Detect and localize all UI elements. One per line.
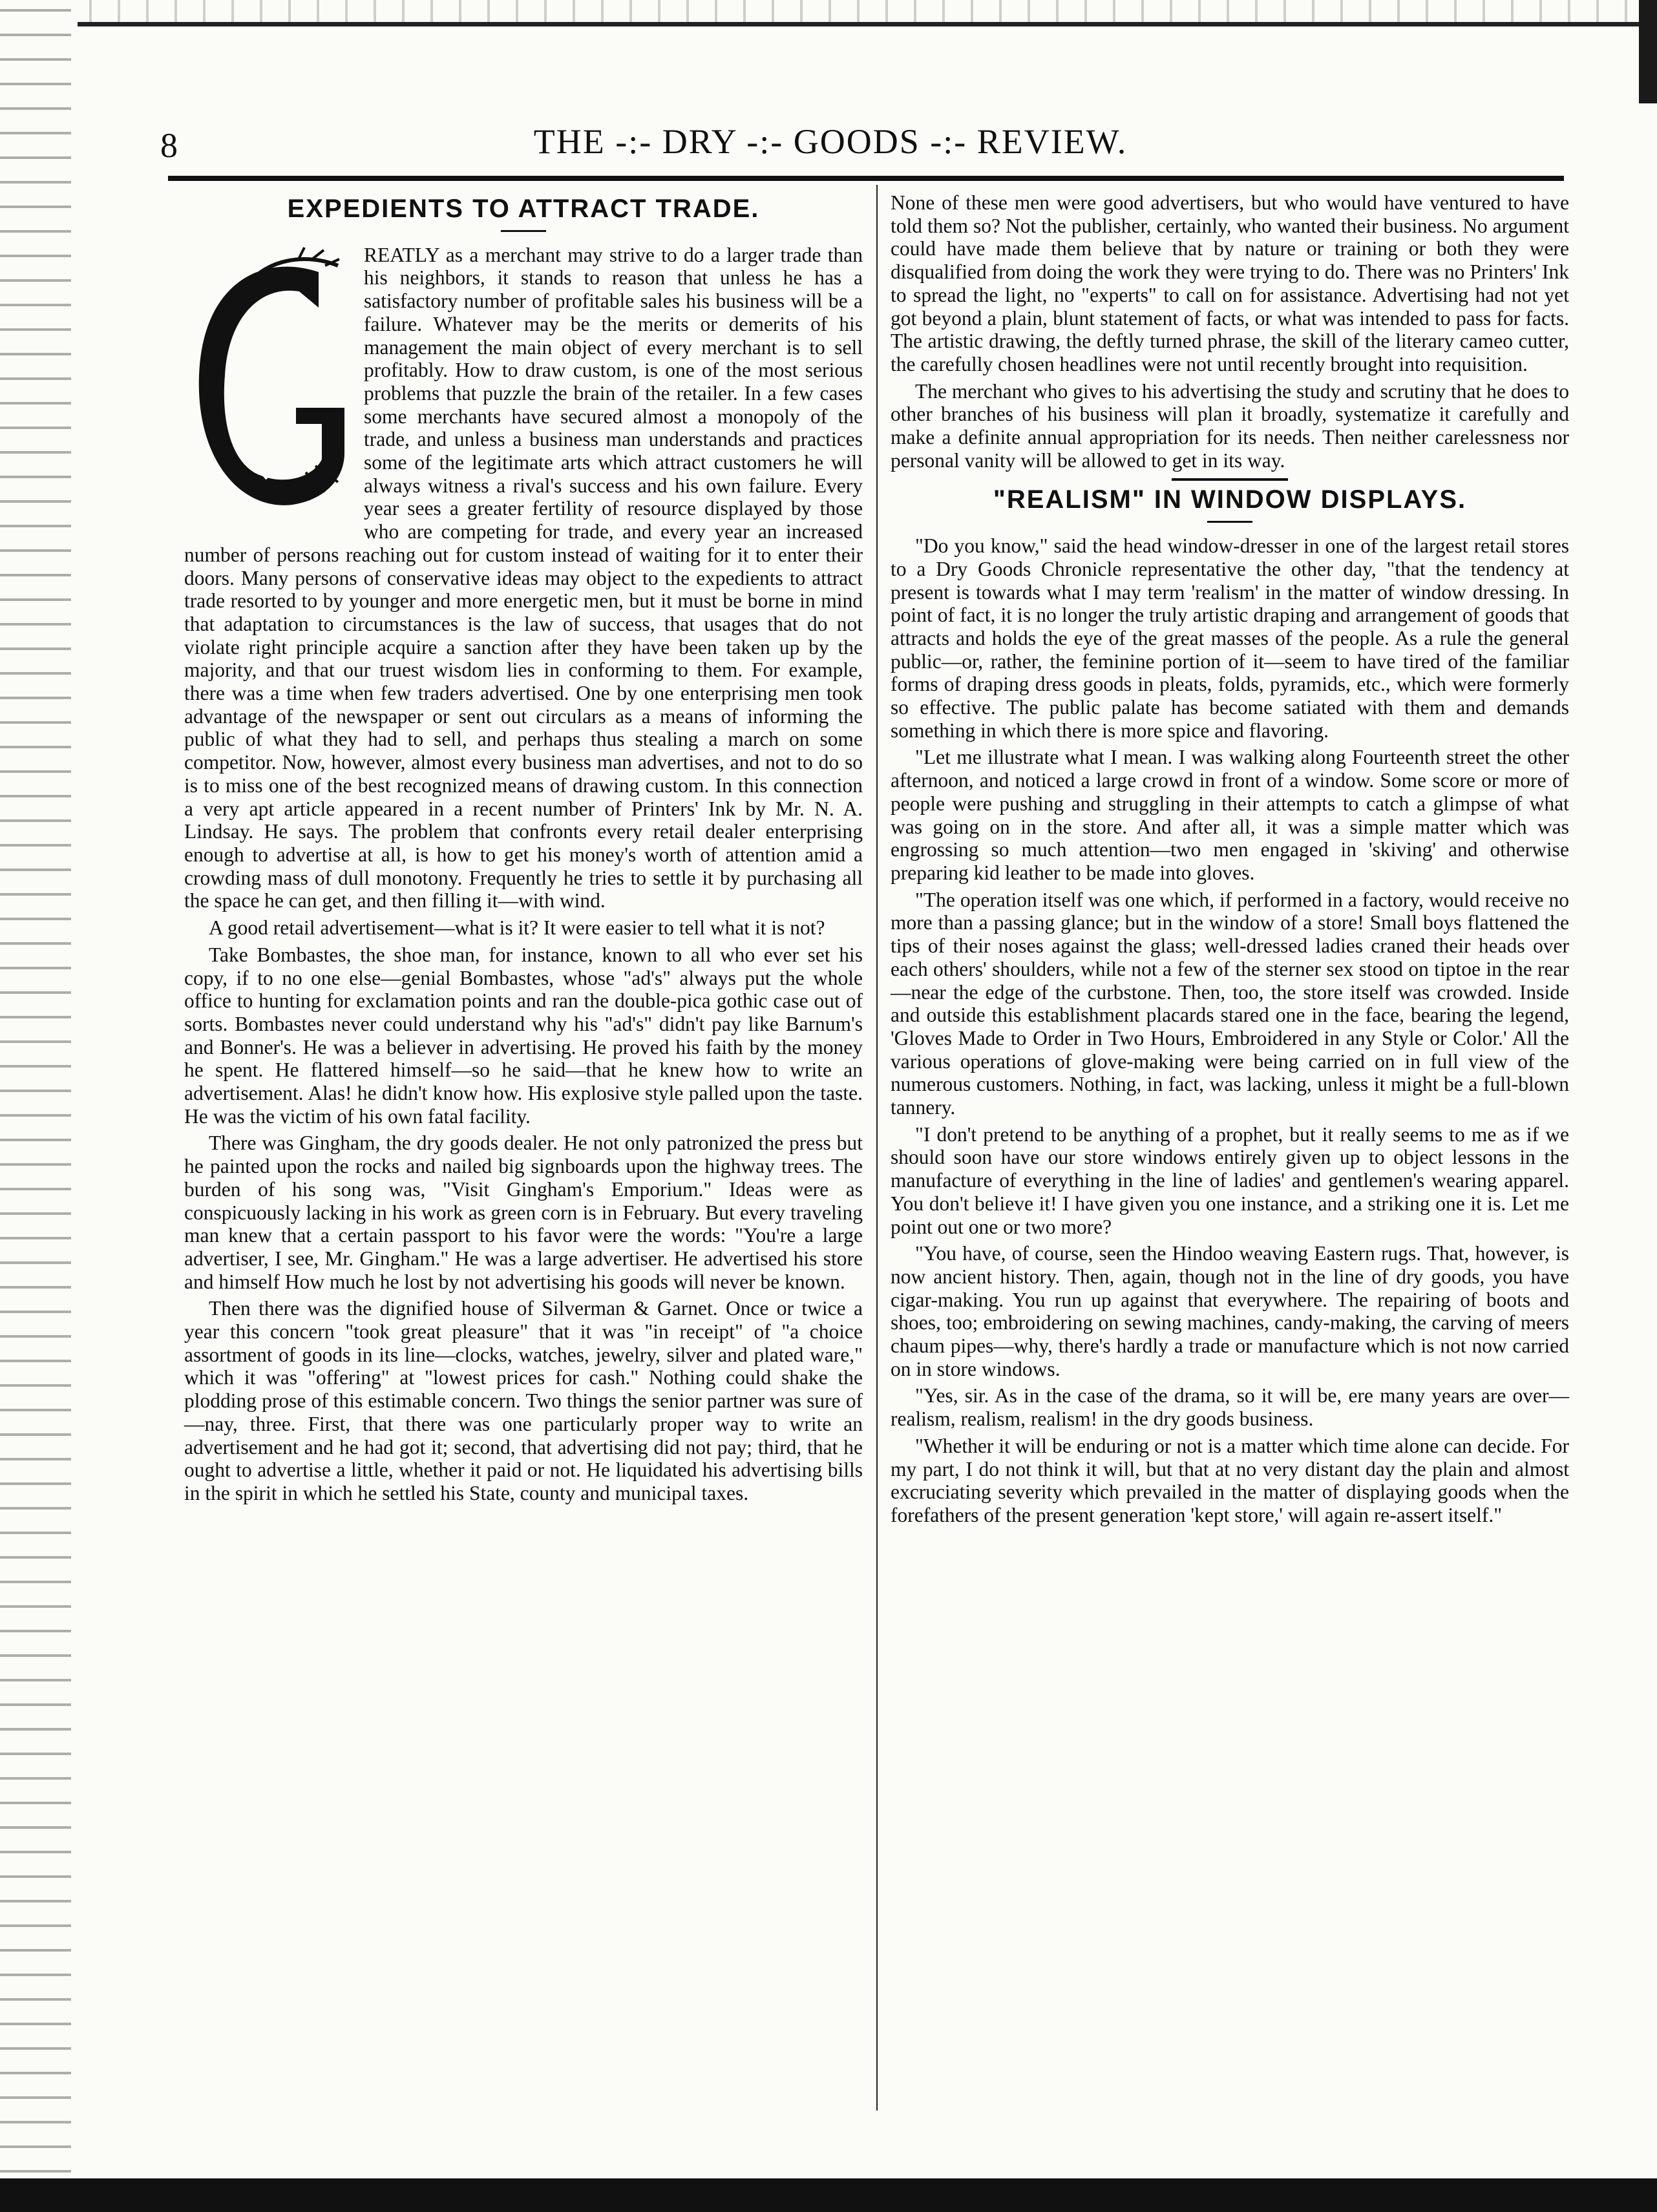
article-title-realism: "REALISM" IN WINDOW DISPLAYS. bbox=[993, 485, 1467, 514]
article-title-expedients: EXPEDIENTS TO ATTRACT TRADE. bbox=[287, 195, 760, 223]
article2-paragraph: "Do you know," said the head window-dresser in one of the largest retail stores to a Dry Goods Chronicle representative the other day, "that the tendency at present is towards what I may term 'realism' in the matter of window dressing. In point of fact, it is no longer the truly artistic draping and arrangement of goods that attracts and holds the eye of the great masses of the people. As a rule the general public—or, rather, the feminine portion of it—seem to have tired of the familiar forms of draping dress goods in pleats, folds, pyramids, etc., which were formerly so effective. The public palate has become satiated with them and demands something in which there is more spice and flavoring. bbox=[891, 534, 1569, 742]
article2-paragraph: "The operation itself was one which, if performed in a factory, would receive no more than a passing glance; but in the window of a store! Small boys flattened the tips of their noses against the glass; well-dressed ladies craned their heads over each others' shoulders, while not a few of the sterner sex stood on tiptoe in the rear—near the edge of the curbstone. Then, too, the store itself was crowded. Inside and outside this establishment placards stared one in the face, bearing the legend, 'Gloves Made to Order in Two Hours, Embroidered in any Style or Color.' All the various operations of glove-making were being carried on in full view of the numerous customers. Nothing, in fact, was lacking, unless it might be a full-blown tannery. bbox=[891, 888, 1569, 1119]
article1-paragraph: REATLY as a merchant may strive to do a larger trade than his neighbors, it stands to reason that unless he has a satisfactory number of profitable sales his business will be a failure. Whatever may be the merits or demerits of his management the main object of every merchant is to sell profitably. How to draw custom, is one of the most serious problems that puzzle the brain of the retailer. In a few cases some merchants have secured almost a monopoly of the trade, and unless a business man understands and practices some of the legitimate arts which attract customers he will always witness a rival's success and his own failure. Every year sees a greater fertility of resource displayed by those who are competing for trade, and every year an increased number of persons reaching out for custom instead of waiting for it to enter their doors. Many persons of conservative ideas may object to the expedients to attract trade resorted to by younger and more energetic men, but it must be borne in mind that adaptation to circumstances is the law of success, that usages that do not violate right principle acquire a sanction after they have been taken up by the majority, and that our truest wisdom lies in conforming to them. For example, there was a time when few traders advertised. One by one enterprising men took advantage of the newspaper or sent out circulars as a means of informing the public of what they had to sell, and perhaps thus stealing a march on some competitor. Now, however, almost every business man advertises, and not to do so is to miss one of the best recognized means of drawing custom. In this connection a very apt article appeared in a recent number of Printers' Ink by Mr. N. A. Lindsay. He says. The problem that confronts every retail dealer enterprising enough to advertise at all, is how to get his money's worth of attention amid a crowding mass of dull monotony. Frequently he tries to settle it by purchasing all the space he can get, and then filling it—with wind. bbox=[184, 243, 863, 912]
scan-left-edge bbox=[0, 0, 71, 2212]
article2-paragraph: "Let me illustrate what I mean. I was walking along Fourteenth street the other afternoon, and noticed a large crowd in front of a window. Some score or more of people were pushing and struggling in their attempts to catch a glimpse of what was going on in the store. And after all, it was a simple matter which was engrossing so much attention—two men engaged in 'skiving' and otherwise preparing kid leather to be made into gloves. bbox=[891, 746, 1569, 884]
article2-paragraph: "Whether it will be enduring or not is a matter which time alone can decide. For my part, I do not think it will, but that at no very distant day the plain and almost excruciating severity which prevailed in the matter of displaying goods when the forefathers of the present generation 'kept store,' will again re-assert itself." bbox=[891, 1434, 1569, 1526]
column-divider bbox=[876, 185, 878, 2111]
scan-right-edge bbox=[1639, 0, 1657, 103]
masthead: THE -:- DRY -:- GOODS -:- REVIEW. bbox=[533, 122, 1128, 161]
title-rule bbox=[501, 230, 546, 232]
article1-paragraph: Then there was the dignified house of Silverman & Garnet. Once or twice a year this concern "took great pleasure" that it was "in receipt" of "a choice assortment of goods in its line—clocks, watches, jewelry, silver and plated ware," which it was "offering" at "lowest prices for cash." Nothing could shake the plodding prose of this estimable concern. Two things the senior partner was sure of—nay, three. First, that there was one particularly proper way to write an advertisement and he had got it; second, that advertising did not pay; third, that he ought to advertise a little, whether it paid or not. He liquidated his advertising bills in the spirit in which he settled his State, county and municipal taxes. bbox=[184, 1297, 863, 1504]
article1-paragraph: Take Bombastes, the shoe man, for instance, known to all who ever set his copy, if to no one else—genial Bombastes, whose "ad's" always put the whole office to hunting for exclamation points and ran the double-pica gothic case out of sorts. Bombastes never could understand why his "ad's" didn't pay like Barnum's and Bonner's. He was a believer in advertising. He proved his faith by the money he spent. He flattered himself—so he said—that he knew how to write an advertisement. Alas! he didn't know how. His explosive style palled upon the taste. He was the victim of his own fatal facility. bbox=[184, 943, 863, 1128]
article1-continued-paragraph: None of these men were good advertisers, but who would have ventured to have told them so? Not the publisher, certainly, who wanted their business. No argument could have made them believe that by nature or training or both they were disqualified from doing the work they were trying to do. There was no Printers' Ink to spread the light, no "experts" to call on for assistance. Advertising had not yet got beyond a plain, blunt statement of facts, or what was intended to pass for facts. The artistic drawing, the deftly turned phrase, the skill of the literary cameo cutter, the carefully chosen headlines were not until recently brought into requisition. bbox=[891, 191, 1569, 375]
article1-paragraph: There was Gingham, the dry goods dealer. He not only patronized the press but he painted upon the rocks and nailed big signboards upon the highway trees. The burden of his song was, "Visit Gingham's Emporium." Ideas were as conspicuously lacking in his work as green corn is in February. But every traveling man knew that a certain passport to his favor were the words: "You're a large advertiser, I see, Mr. Gingham." He was a large advertiser. He advertised his store and himself How much he lost by not advertising his goods will never be known. bbox=[184, 1132, 863, 1293]
article2-paragraph: "You have, of course, seen the Hindoo weaving Eastern rugs. That, however, is now ancient history. Then, again, though not in the line of dry goods, you have cigar-making. You run up against that everywhere. The repairing of boots and shoes, too; embroidering on sewing machines, candy-making, the carving of meers chaum pipes—why, there's hardly a trade or manufacture which is not now carried on in store windows. bbox=[891, 1242, 1569, 1380]
article2-paragraph: "Yes, sir. As in the case of the drama, so it will be, ere many years are over—realism, realism, realism! in the dry goods business. bbox=[891, 1384, 1569, 1431]
title-rule bbox=[1207, 521, 1252, 523]
page-number: 8 bbox=[160, 126, 178, 165]
section-rule bbox=[1172, 478, 1288, 481]
article1-paragraph: A good retail advertisement—what is it? It were easier to tell what it is not? bbox=[209, 916, 825, 940]
article2-paragraph: "I don't pretend to be anything of a prophet, but it really seems to me as if we should soon have our store windows entirely given up to object lessons in the manufacture of everything in the line of ladies' and gentlemen's wearing apparel. You don't believe it! I have given you one instance, and a striking one it is. Let me point out one or two more? bbox=[891, 1122, 1569, 1238]
ornamental-initial-g-icon bbox=[183, 246, 357, 524]
left-column bbox=[184, 191, 863, 1509]
header-rule bbox=[168, 176, 1564, 181]
article1-continued-paragraph: The merchant who gives to his advertising the study and scrutiny that he does to other branches of his business will plan it broadly, systematize it carefully and make a definite annual appropriation for its needs. Then neither carelessness nor personal vanity will be allowed to get in its way. bbox=[891, 379, 1569, 472]
scan-top-edge bbox=[78, 0, 1654, 26]
scan-bottom-edge bbox=[0, 2178, 1657, 2212]
right-column bbox=[891, 191, 1569, 1531]
